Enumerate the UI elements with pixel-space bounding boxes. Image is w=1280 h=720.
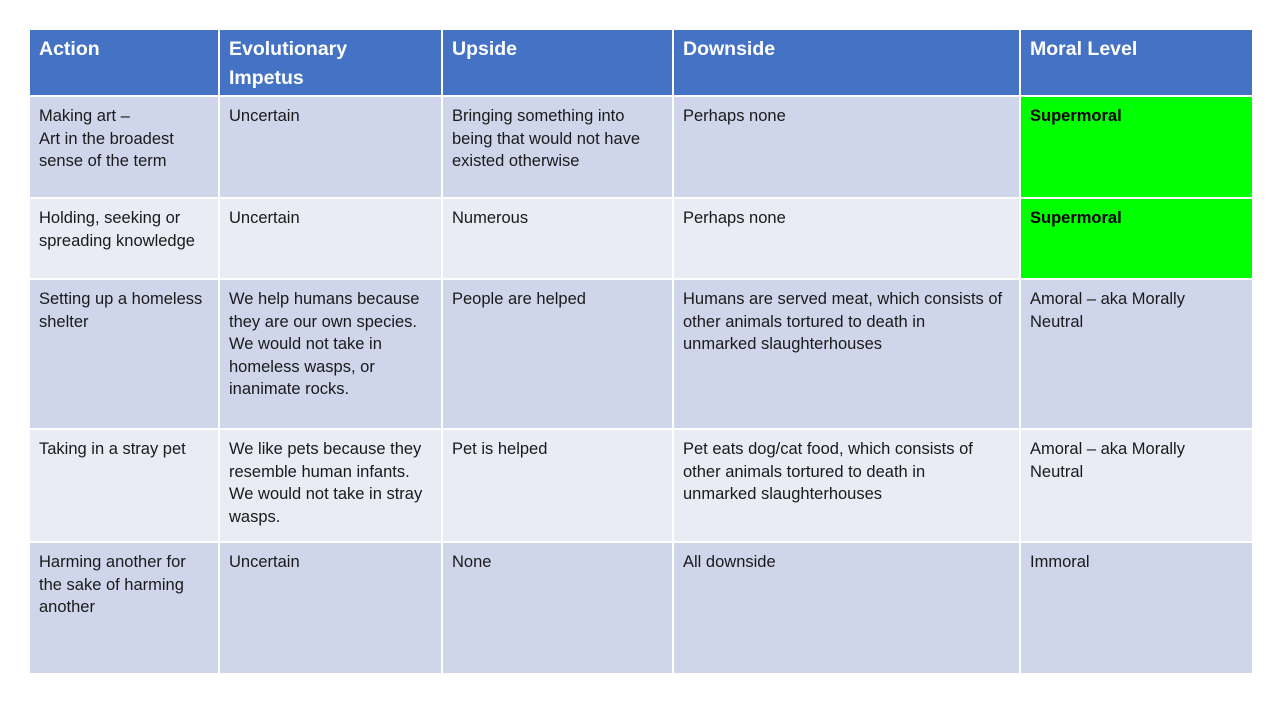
evolutionary-impetus-cell: Uncertain <box>219 198 442 279</box>
upside-cell: Numerous <box>442 198 673 279</box>
table-row <box>29 96 1253 198</box>
action-cell: Setting up a homeless shelter <box>29 279 219 429</box>
upside-cell: None <box>442 542 673 674</box>
action-cell: Holding, seeking or spreading knowledge <box>29 198 219 279</box>
moral-level-cell: Supermoral <box>1020 198 1253 279</box>
table-row <box>29 198 1253 279</box>
action-cell: Making art – Art in the broadest sense of the term <box>29 96 219 198</box>
upside-cell: People are helped <box>442 279 673 429</box>
moral-level-cell: Immoral <box>1020 542 1253 674</box>
moral-level-cell: Amoral – aka Morally Neutral <box>1020 429 1253 542</box>
table-row <box>29 542 1253 674</box>
upside-cell: Pet is helped <box>442 429 673 542</box>
header-evolutionary-impetus: Evolutionary Impetus <box>219 29 442 96</box>
upside-cell: Bringing something into being that would not have existed otherwise <box>442 96 673 198</box>
downside-cell: Humans are served meat, which consists of other animals tortured to death in unmarked slaughterhouses <box>673 279 1020 429</box>
header-moral-level: Moral Level <box>1020 29 1253 96</box>
table-row <box>29 279 1253 429</box>
downside-cell: Perhaps none <box>673 198 1020 279</box>
downside-cell: Pet eats dog/cat food, which consists of other animals tortured to death in unmarked slaughterhouses <box>673 429 1020 542</box>
evolutionary-impetus-cell: We like pets because they resemble human infants. We would not take in stray wasps. <box>219 429 442 542</box>
downside-cell: Perhaps none <box>673 96 1020 198</box>
header-downside: Downside <box>673 29 1020 96</box>
moral-level-table <box>28 28 1254 675</box>
moral-level-cell: Amoral – aka Morally Neutral <box>1020 279 1253 429</box>
action-cell: Taking in a stray pet <box>29 429 219 542</box>
evolutionary-impetus-cell: Uncertain <box>219 96 442 198</box>
table-row <box>29 429 1253 542</box>
evolutionary-impetus-cell: Uncertain <box>219 542 442 674</box>
action-cell: Harming another for the sake of harming another <box>29 542 219 674</box>
evolutionary-impetus-cell: We help humans because they are our own species. We would not take in homeless wasps, or inanimate rocks. <box>219 279 442 429</box>
header-upside: Upside <box>442 29 673 96</box>
table-header-row <box>29 29 1253 96</box>
downside-cell: All downside <box>673 542 1020 674</box>
header-action: Action <box>29 29 219 96</box>
moral-level-cell: Supermoral <box>1020 96 1253 198</box>
